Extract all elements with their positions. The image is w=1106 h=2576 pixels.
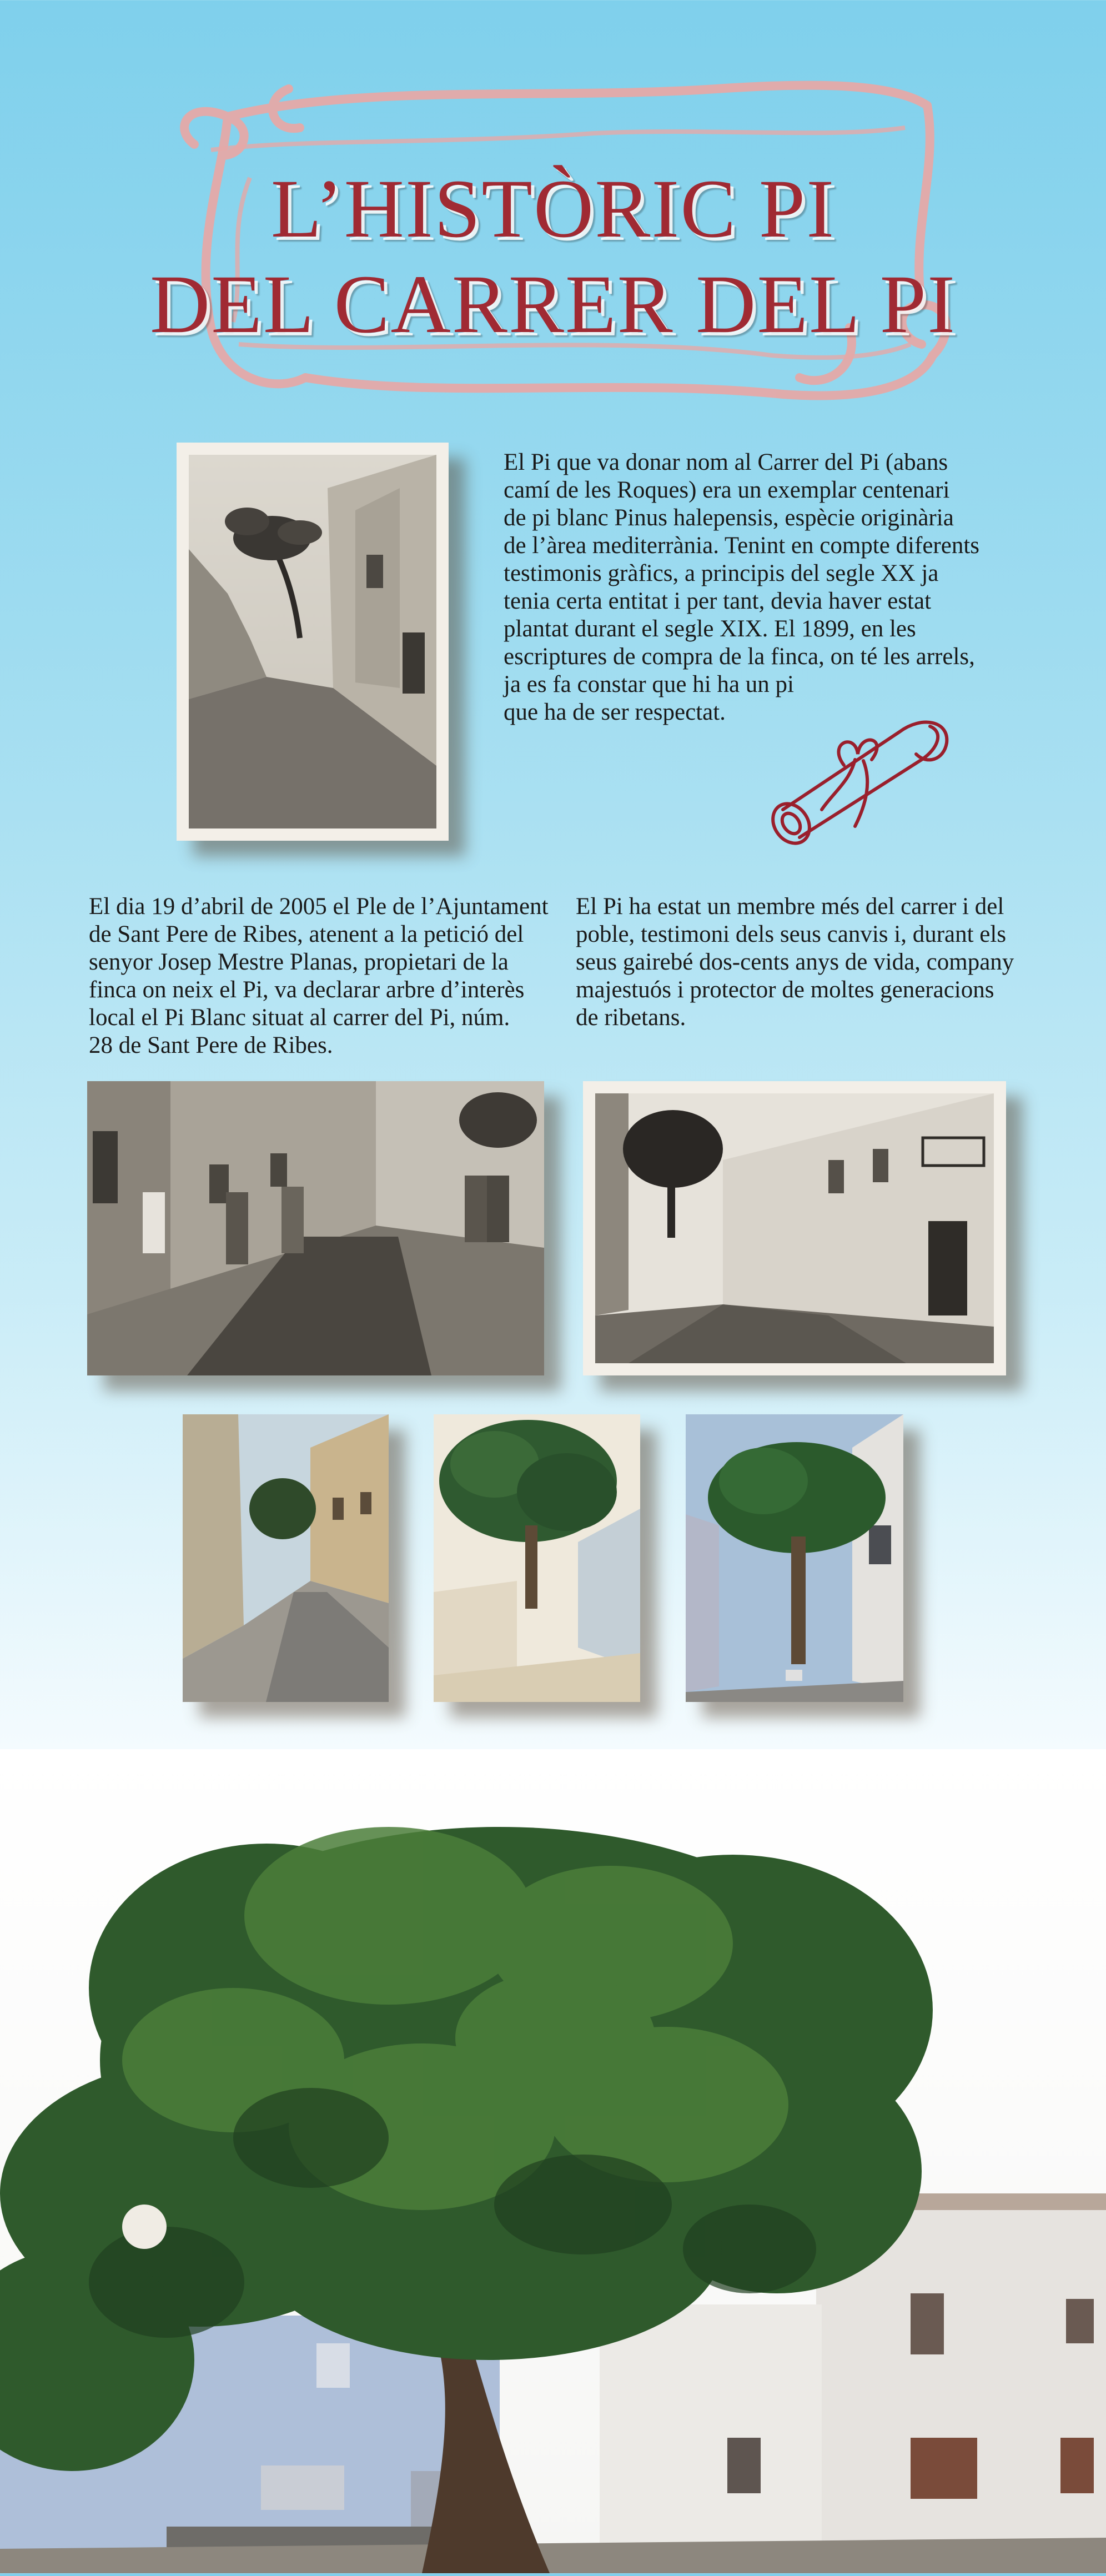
scroll-icon xyxy=(761,699,961,854)
intro-line: testimonis gràfics, a principis del segle XX ja xyxy=(504,560,939,586)
right-column-line: majestuós i protector de moltes generacions xyxy=(576,977,994,1003)
intro-line: plantat durant el segle XIX. El 1899, en les xyxy=(504,616,916,642)
intro-line: escriptures de compra de la finca, on té les arrels, xyxy=(504,644,975,670)
right-column-text xyxy=(576,893,1053,1032)
photo-old-street-pine xyxy=(177,443,449,841)
right-column-line: seus gairebé dos-cents anys de vida, company xyxy=(576,949,1014,975)
left-column-line: 28 de Sant Pere de Ribes. xyxy=(89,1032,333,1058)
right-column-line: poble, testimoni dels seus canvis i, durant els xyxy=(576,921,1007,947)
intro-line: de pi blanc Pinus halepensis, espècie originària xyxy=(504,505,954,531)
left-column-line: de Sant Pere de Ribes, atenent a la petició del xyxy=(89,921,524,947)
photo-color-pine-2 xyxy=(434,1414,640,1702)
intro-line: El Pi que va donar nom al Carrer del Pi (abans xyxy=(504,449,948,475)
intro-line: de l’àrea mediterrània. Tenint en compte diferents xyxy=(504,533,979,559)
left-column-line: finca on neix el Pi, va declarar arbre d’interès xyxy=(89,977,525,1003)
right-column-line: El Pi ha estat un membre més del carrer i del xyxy=(576,893,1004,920)
left-column-line: El dia 19 d’abril de 2005 el Ple de l’Ajuntament xyxy=(89,893,549,920)
intro-line: que ha de ser respectat. xyxy=(504,699,726,725)
intro-line: tenia certa entitat i per tant, devia haver estat xyxy=(504,588,932,614)
photo-women-street xyxy=(87,1081,544,1375)
left-column-text xyxy=(89,893,561,1059)
intro-line: ja es fa constar que hi ha un pi xyxy=(504,671,794,697)
photo-color-pine-3 xyxy=(686,1414,903,1702)
left-column-line: senyor Josep Mestre Planas, propietari de la xyxy=(89,949,509,975)
title-line-1: L’HISTÒRIC PI xyxy=(270,163,836,255)
right-column-line: de ribetans. xyxy=(576,1005,686,1031)
intro-text xyxy=(504,449,1053,726)
photo-bw-street-tree xyxy=(583,1081,1006,1375)
photo-color-street-1 xyxy=(183,1414,389,1702)
intro-line: camí de les Roques) era un exemplar centenari xyxy=(504,477,950,503)
photo-large-pine xyxy=(0,1749,1106,2573)
left-column-line: local el Pi Blanc situat al carrer del Pi, núm. xyxy=(89,1005,510,1031)
page-title xyxy=(111,161,995,352)
title-line-2: DEL CARRER DEL PI xyxy=(149,258,957,350)
